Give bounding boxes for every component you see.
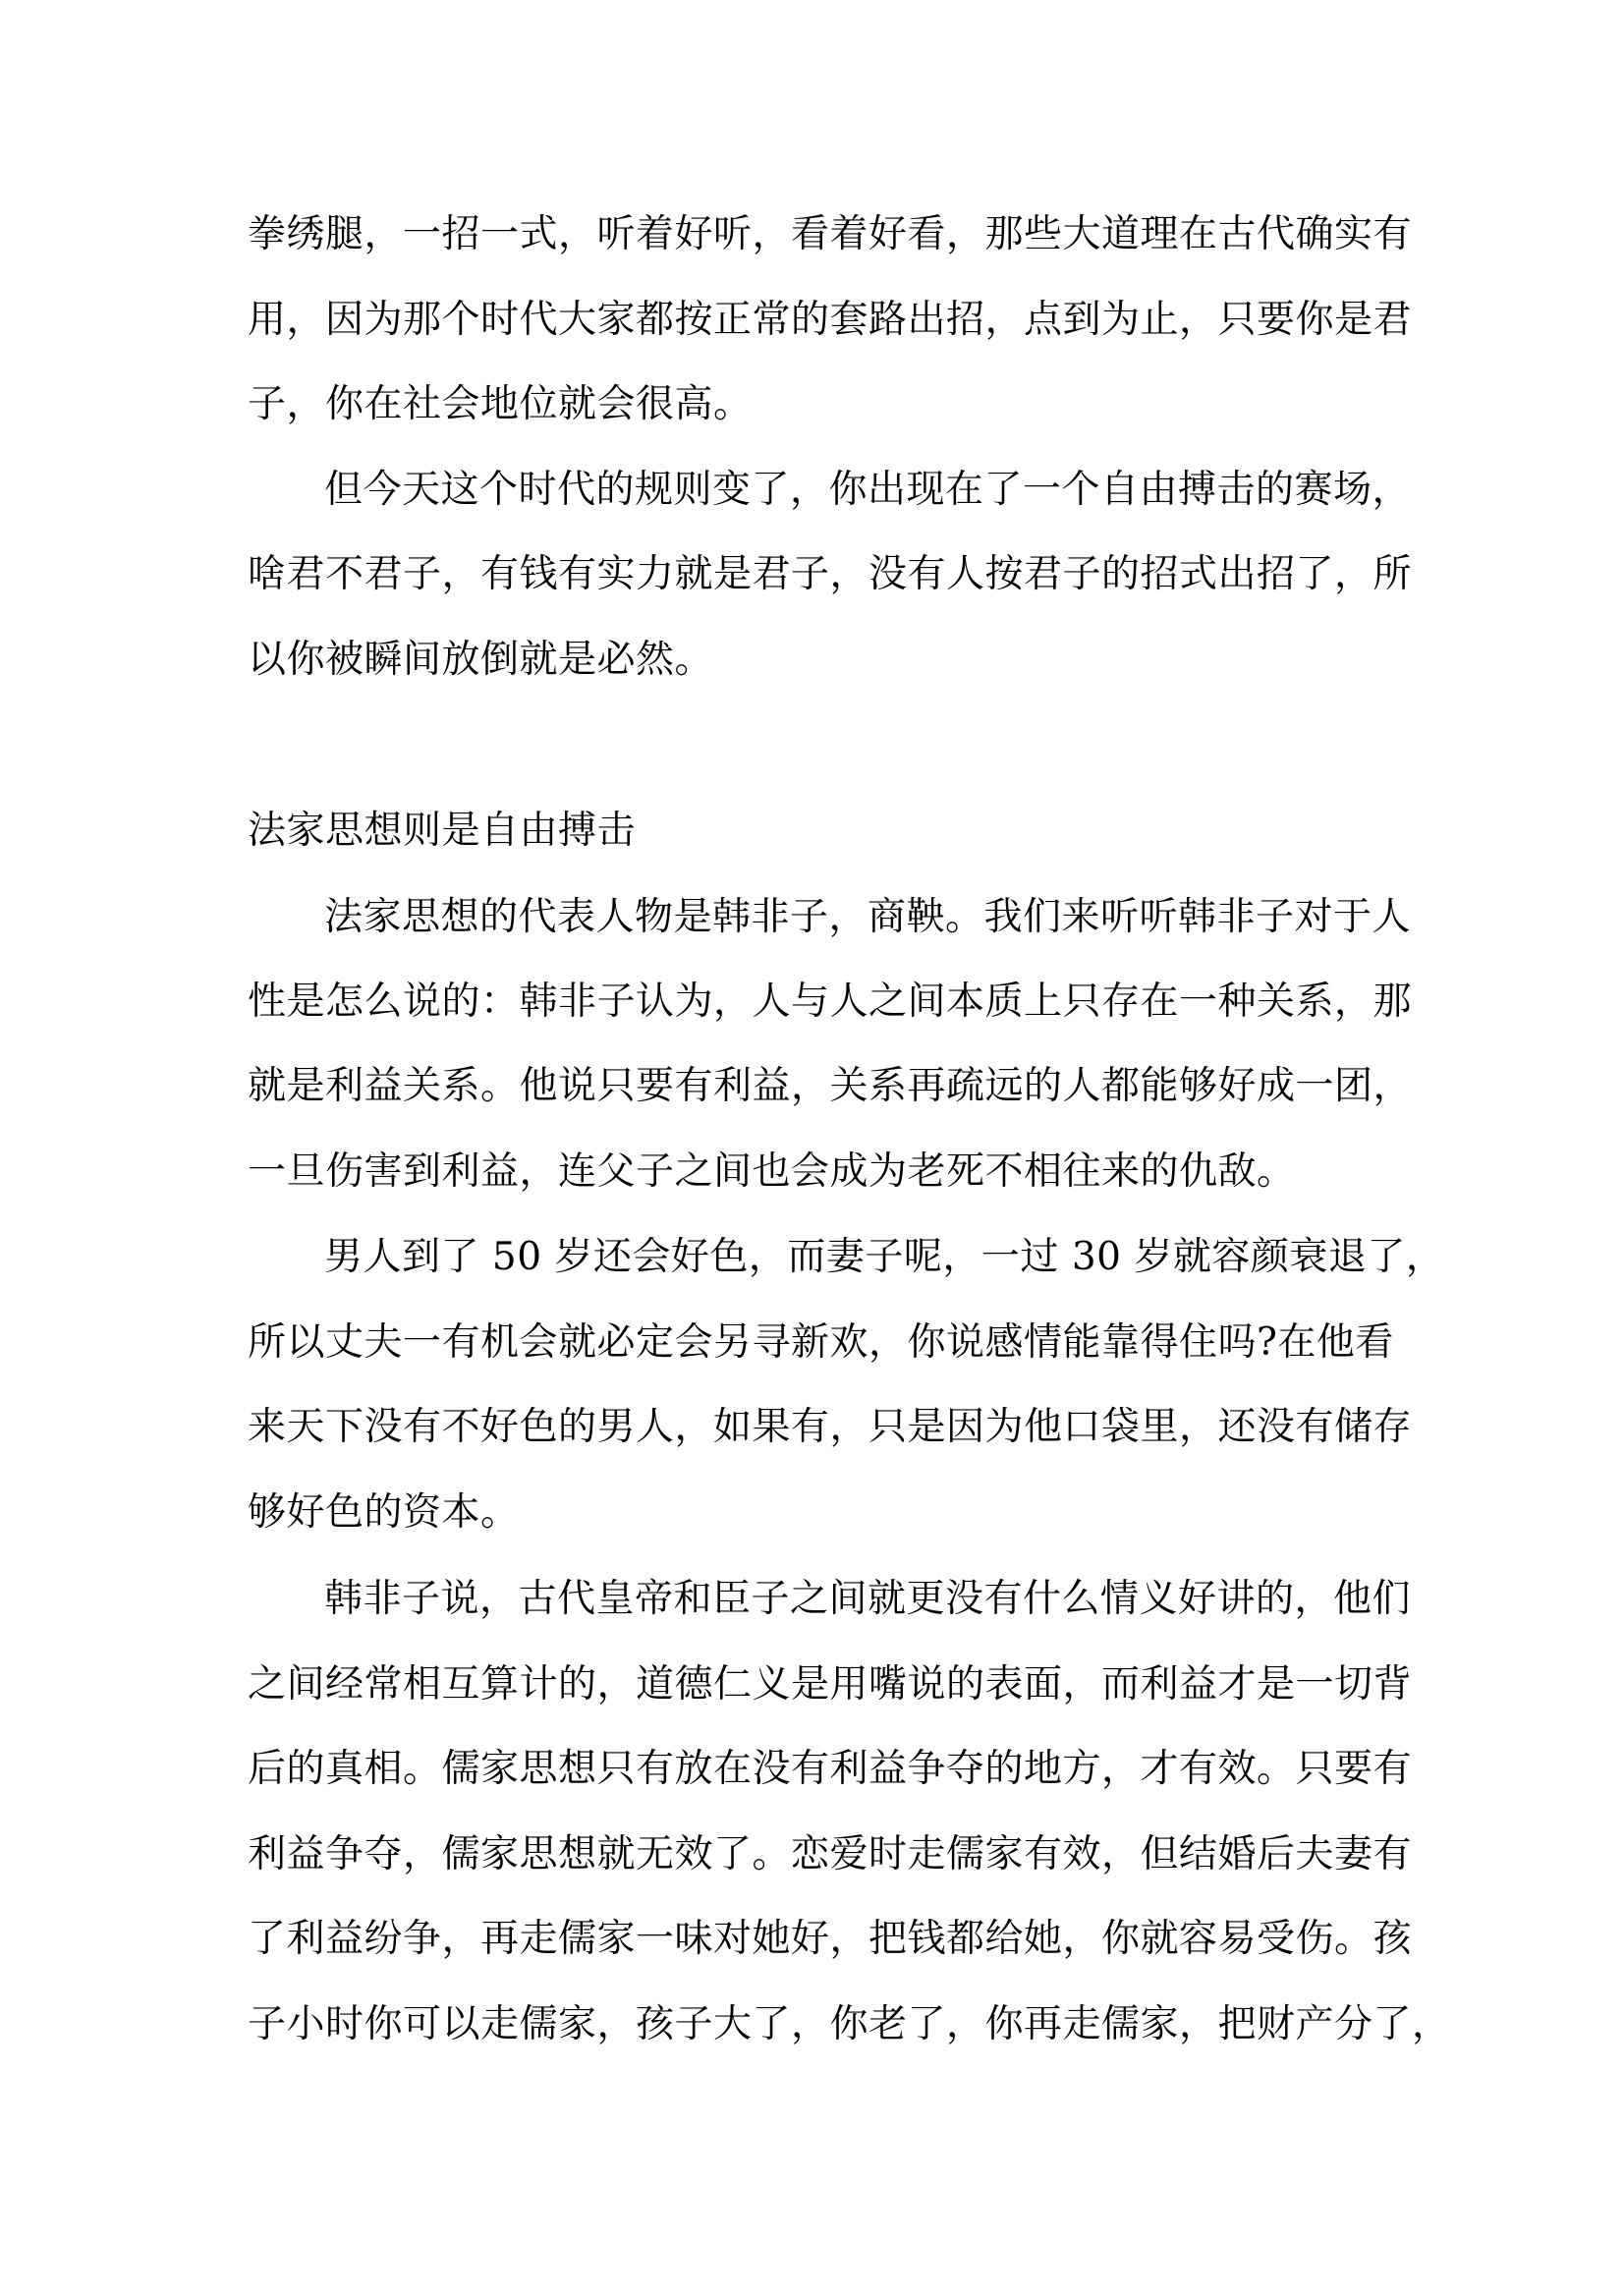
text-line: 拳绣腿，一招一式，听着好听，看着好看，那些大道理在古代确实有 bbox=[248, 212, 1413, 256]
text-line: 法家思想的代表人物是韩非子，商鞅。我们来听听韩非子对于人 bbox=[324, 895, 1412, 939]
text-line: 一旦伤害到利益，连父子之间也会成为老死不相往来的仇敌。 bbox=[248, 1149, 1296, 1194]
text-line: 韩非子说，古代皇帝和臣子之间就更没有什么情义好讲的，他们 bbox=[324, 1577, 1412, 1621]
text-line: 但今天这个时代的规则变了，你出现在了一个自由搏击的赛场， bbox=[324, 468, 1412, 512]
text-line: 子小时你可以走儒家，孩子大了，你老了，你再走儒家，把财产分了， bbox=[248, 2002, 1451, 2046]
text-line: 利益争夺，儒家思想就无效了。恋爱时走儒家有效，但结婚后夫妻有 bbox=[248, 1832, 1413, 1876]
section-heading: 法家思想则是自由搏击 bbox=[248, 809, 637, 853]
text-line: 以你被瞬间放倒就是必然。 bbox=[248, 638, 714, 682]
text-line: 用，因为那个时代大家都按正常的套路出招，点到为止，只要你是君 bbox=[248, 298, 1413, 342]
text-line: 够好色的资本。 bbox=[248, 1490, 520, 1535]
text-line: 子，你在社会地位就会很高。 bbox=[248, 382, 753, 426]
text-line: 之间经常相互算计的，道德仁义是用嘴说的表面，而利益才是一切背 bbox=[248, 1662, 1413, 1707]
text-line: 啥君不君子，有钱有实力就是君子，没有人按君子的招式出招了，所 bbox=[248, 552, 1413, 596]
text-line: 来天下没有不好色的男人，如果有，只是因为他口袋里，还没有储存 bbox=[248, 1405, 1413, 1449]
text-line: 后的真相。儒家思想只有放在没有利益争夺的地方，才有效。只要有 bbox=[248, 1747, 1413, 1791]
text-line: 了利益纷争，再走儒家一味对她好，把钱都给她，你就容易受伤。孩 bbox=[248, 1917, 1413, 1961]
text-line: 性是怎么说的：韩非子认为，人与人之间本质上只存在一种关系，那 bbox=[248, 980, 1413, 1024]
text-line: 男人到了 50 岁还会好色，而妻子呢，一过 30 岁就容颜衰退了， bbox=[324, 1235, 1445, 1279]
text-line: 就是利益关系。他说只要有利益，关系再疏远的人都能够好成一团， bbox=[248, 1064, 1413, 1108]
text-line: 所以丈夫一有机会就必定会另寻新欢，你说感情能靠得住吗?在他看 bbox=[248, 1320, 1394, 1365]
